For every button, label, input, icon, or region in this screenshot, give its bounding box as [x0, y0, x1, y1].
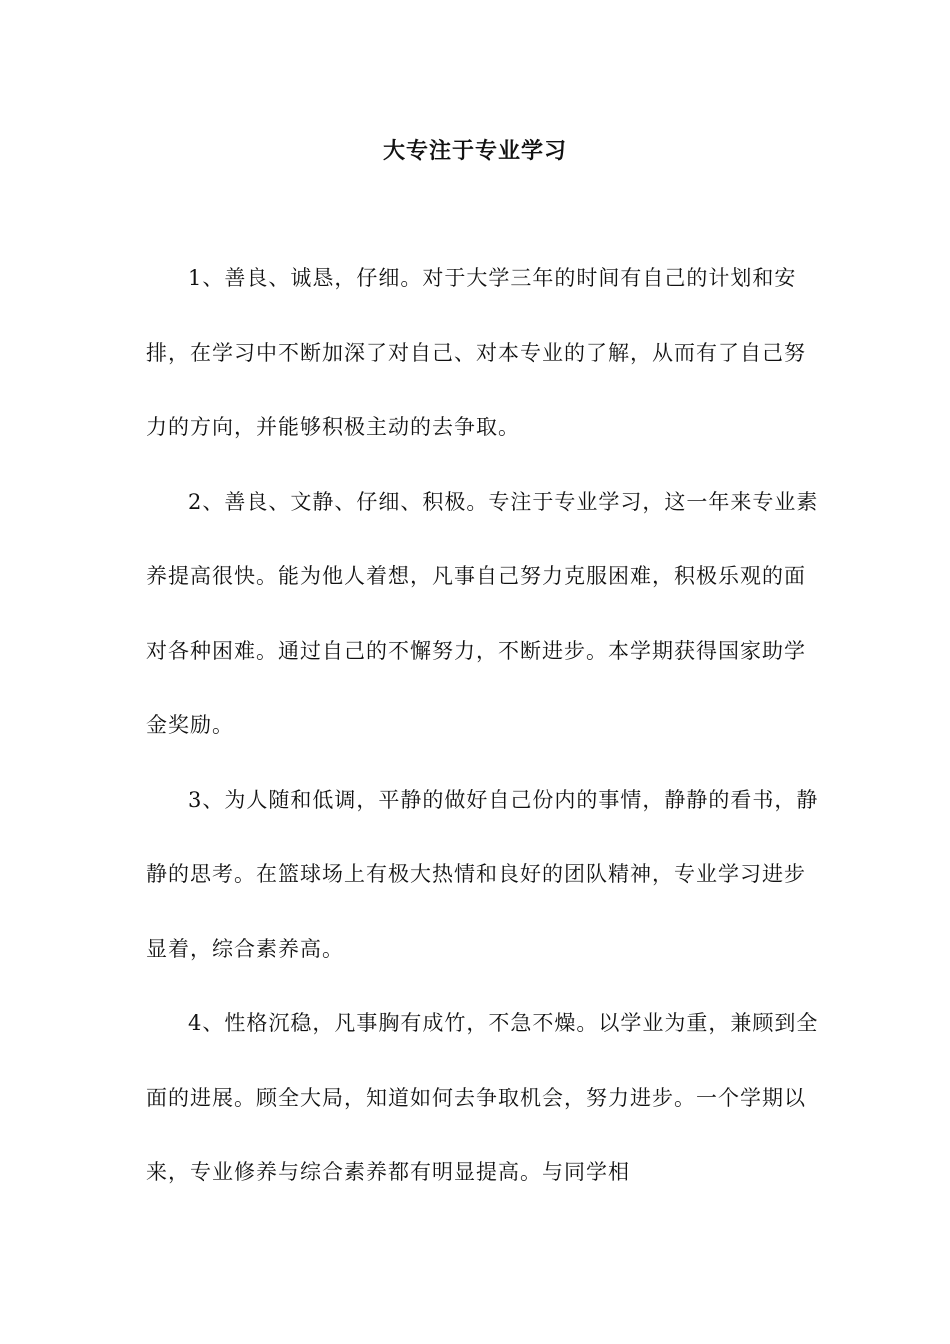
- paragraph-2: 2、善良、文静、仔细、积极。专注于专业学习，这一年来专业素养提高很快。能为他人着想，凡事自己努力克服困难，积极乐观的面对各种困难。通过自己的不懈努力，不断进步。本学期获得国家助学金奖励。: [146, 489, 819, 737]
- document-body: [146, 241, 826, 1210]
- document-title: 大专注于专业学习: [382, 138, 567, 164]
- paragraph-3: 3、为人随和低调，平静的做好自己份内的事情，静静的看书，静静的思考。在篮球场上有极大热情和良好的团队精神，专业学习进步显着，综合素养高。: [146, 787, 819, 961]
- paragraph-1: 1、善良、诚恳，仔细。对于大学三年的时间有自己的计划和安排，在学习中不断加深了对自己、对本专业的了解，从而有了自己努力的方向，并能够积极主动的去争取。: [146, 266, 806, 439]
- paragraph-4: 4、性格沉稳，凡事胸有成竹，不急不燥。以学业为重，兼顾到全面的进展。顾全大局，知道如何去争取机会，努力进步。一个学期以来，专业修养与综合素养都有明显提高。与同学相: [146, 1011, 819, 1184]
